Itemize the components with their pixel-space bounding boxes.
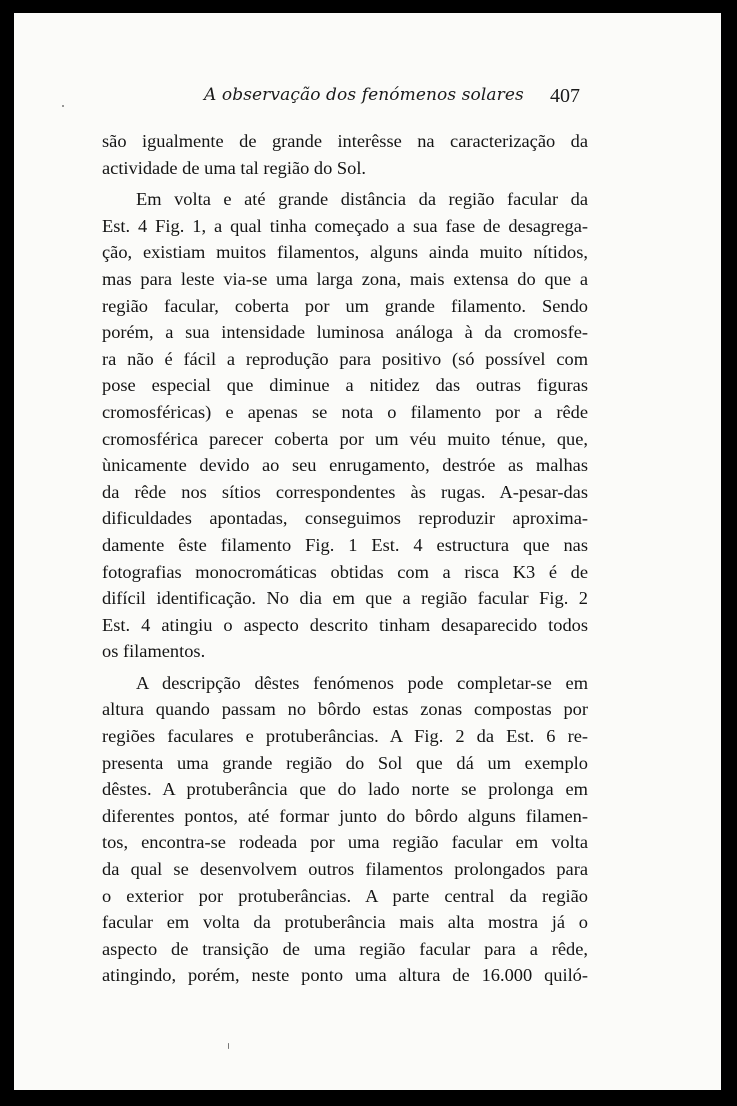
text-line: regiões faculares e protuberâncias. A Fig. 2 da Est. 6 re- xyxy=(102,726,588,747)
text-line: altura quando passam no bôrdo estas zonas compostas por xyxy=(102,699,588,720)
text-line: da rêde nos sítios correspondentes às rugas. A-pesar-das xyxy=(102,481,588,502)
paragraph-1 xyxy=(102,128,588,181)
text-line: o exterior por protuberâncias. A parte central da região xyxy=(102,885,588,906)
text-line: dificuldades apontadas, conseguimos reproduzir aproxima- xyxy=(102,508,588,529)
body-text xyxy=(102,128,588,989)
text-line: difícil identificação. No dia em que a região facular Fig. 2 xyxy=(102,588,588,609)
page-sheet xyxy=(14,13,721,1090)
text-line: pose especial que diminue a nitidez das outras figuras xyxy=(102,375,588,396)
text-line: Est. 4 atingiu o aspecto descrito tinham desaparecido todos xyxy=(102,614,588,635)
text-line: Em volta e até grande distância da região facular da xyxy=(136,189,588,210)
text-line: A descripção dêstes fenómenos pode completar-se em xyxy=(136,672,588,693)
text-line: porém, a sua intensidade luminosa análoga à da cromosfe- xyxy=(102,322,588,343)
scan-speck xyxy=(62,105,64,107)
text-line: presenta uma grande região do Sol que dá um exemplo xyxy=(102,752,588,773)
page-number: 407 xyxy=(550,85,580,107)
text-line: damente êste filamento Fig. 1 Est. 4 estructura que nas xyxy=(102,534,588,555)
text-line: Est. 4 Fig. 1, a qual tinha começado a sua fase de desagrega- xyxy=(102,215,588,236)
text-line: cromosféricas) e apenas se nota o filamento por a rêde xyxy=(102,401,588,422)
text-line: região facular, coberta por um grande filamento. Sendo xyxy=(102,295,588,316)
paragraph-3 xyxy=(102,670,588,989)
running-head-title: A observação dos fenómenos solares xyxy=(204,85,524,105)
text-line: ra não é fácil a reprodução para positivo (só possível com xyxy=(102,348,588,369)
text-line: mas para leste via-se uma larga zona, mais extensa do que a xyxy=(102,268,588,289)
text-line: actividade de uma tal região do Sol. xyxy=(102,157,367,178)
text-line: atingindo, porém, neste ponto uma altura de 16.000 quiló- xyxy=(102,965,588,986)
scan-speck xyxy=(228,1043,229,1049)
text-line: cromosférica parecer coberta por um véu muito ténue, que, xyxy=(102,428,588,449)
text-line: ção, existiam muitos filamentos, alguns ainda muito nítidos, xyxy=(102,242,588,263)
text-line: da qual se desenvolvem outros filamentos prolongados para xyxy=(102,859,588,880)
text-line: os filamentos. xyxy=(102,641,206,662)
text-line: tos, encontra-se rodeada por uma região facular em volta xyxy=(102,832,588,853)
text-line: ùnicamente devido ao seu enrugamento, destróe as malhas xyxy=(102,455,588,476)
text-line: diferentes pontos, até formar junto do bôrdo alguns filamen- xyxy=(102,805,588,826)
text-line: facular em volta da protuberância mais alta mostra já o xyxy=(102,912,588,933)
text-line: dêstes. A protuberância que do lado norte se prolonga em xyxy=(102,779,588,800)
text-line: são igualmente de grande interêsse na caracterização da xyxy=(102,131,588,151)
paragraph-2 xyxy=(102,186,588,665)
text-line: aspecto de transição de uma região facular para a rêde, xyxy=(102,938,588,959)
text-line: fotografias monocromáticas obtidas com a risca K3 é de xyxy=(102,561,588,582)
